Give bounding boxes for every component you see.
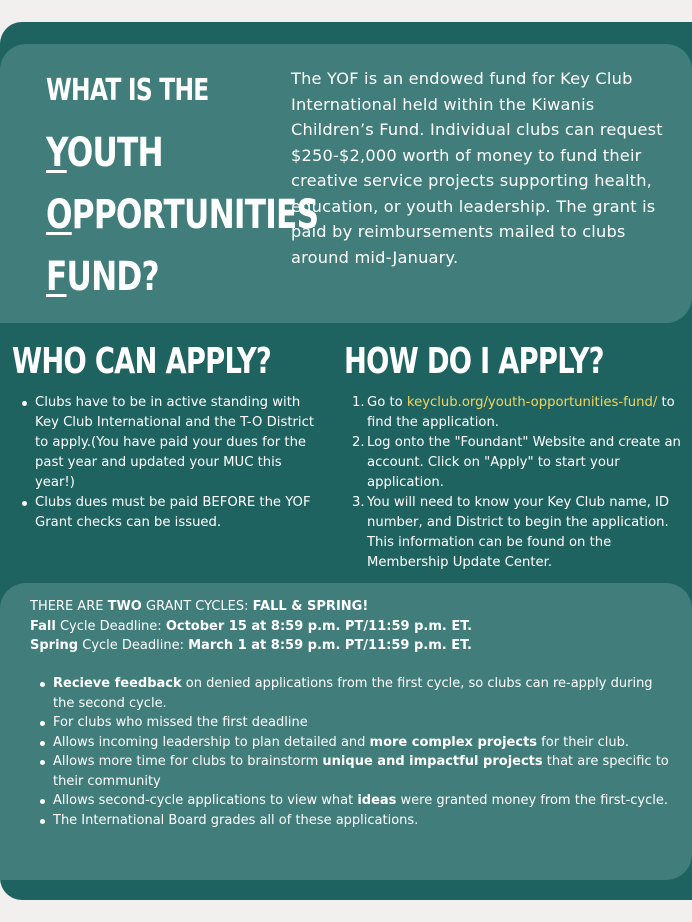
benefit-item: Allows second-cycle applications to view what ideas were granted money from the first-cycle. (53, 791, 673, 811)
step-number: 2. (352, 435, 365, 450)
step-item: 3. You will need to know your Key Club name, ID number, and District to begin the application. This information can be found on the Membership Update Center. (352, 495, 670, 570)
step-item: 1. Go to keyclub.org/youth-opportunities-fund/ to find the application. (352, 395, 675, 430)
spring-deadline: Spring Cycle Deadline: March 1 at 8:59 p.m. PT/11:59 p.m. ET. (30, 638, 472, 653)
who-can-apply-heading: WHO CAN APPLY? (12, 341, 272, 382)
yof-description: The YOF is an endowed fund for Key Club International held within the Kiwanis Children’s Fund. Individual clubs can request $250-$2,000 worth of money to fund their creative service projects supporting health, education, or youth leadership. The grant is paid by reimbursements mailed to clubs around mid-January. (291, 69, 663, 267)
how-do-i-apply-heading: HOW DO I APPLY? (344, 341, 604, 382)
step-number: 1. (352, 395, 365, 410)
yof-title-line3: OPPORTUNITIES (46, 192, 319, 238)
eligibility-item: Clubs have to be in active standing with Key Club International and the T-O District to apply.(You have paid your dues for the past year and updated your MUC this year!) (35, 393, 325, 493)
benefit-item: Allows incoming leadership to plan detailed and more complex projects for their club. (53, 733, 673, 753)
eligibility-list (35, 393, 325, 533)
yof-title-line1: WHAT IS THE (46, 73, 209, 108)
fall-deadline: Fall Cycle Deadline: October 15 at 8:59 p.m. PT/11:59 p.m. ET. (30, 618, 473, 634)
benefit-item: The International Board grades all of these applications. (53, 811, 673, 831)
step-item: 2. Log onto the "Foundant" Website and create an account. Click on "Apply" to start your application. (352, 435, 681, 490)
grant-cycles-line: THERE ARE TWO GRANT CYCLES: FALL & SPRING! (30, 599, 369, 614)
flyer-page (0, 22, 692, 900)
eligibility-item: Clubs dues must be paid BEFORE the YOF Grant checks can be issued. (35, 493, 325, 533)
yof-title-line2: YOUTH (46, 130, 163, 176)
grant-cycles-info (30, 597, 670, 656)
yof-link[interactable]: keyclub.org/youth-opportunities-fund/ (406, 395, 658, 410)
yof-title (46, 60, 318, 308)
second-cycle-benefits-list (53, 674, 673, 830)
benefit-item: Allows more time for clubs to brainstorm unique and impactful projects that are specific to their community (53, 752, 673, 791)
benefit-item: Recieve feedback on denied applications from the first cycle, so clubs can re-apply during the second cycle. (53, 674, 673, 713)
step-number: 3. (352, 495, 365, 510)
benefit-item: For clubs who missed the first deadline (53, 713, 673, 733)
yof-title-line4: FUND? (46, 254, 159, 300)
application-steps-list (352, 393, 685, 573)
